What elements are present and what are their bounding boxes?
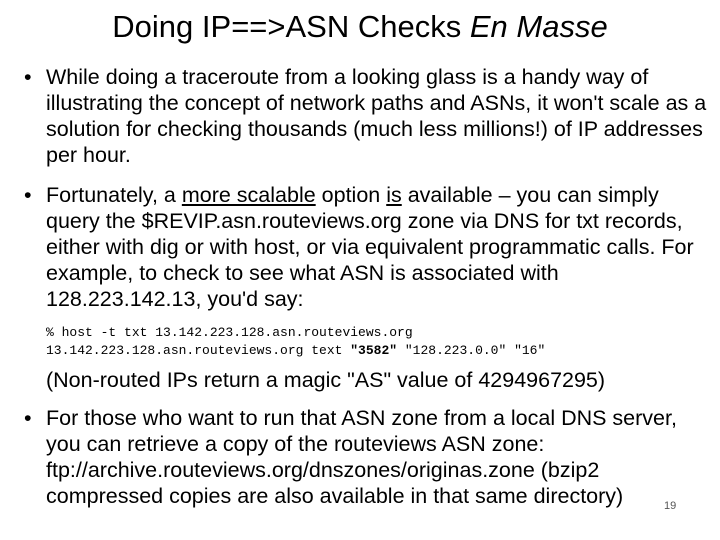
non-routed-note: (Non-routed IPs return a magic "AS" value of 4294967295) [46, 368, 606, 392]
code-asn-value: "3582" [350, 343, 398, 358]
bullet-3 [24, 405, 714, 509]
bullet-1 [24, 64, 714, 168]
bullet-dot: • [24, 183, 32, 207]
code-line-2-suffix: "128.223.0.0" "16" [397, 343, 546, 358]
bullet-2-part3: available – you can simply query the $REVIP.asn.routeviews.org zone via DNS for txt records, either with dig or with host, or via equivalent programmatic calls. For example, to check to see what ASN is associated with 128.223.142.13, you'd say: [46, 183, 694, 311]
code-line-1: % host -t txt 13.142.223.128.asn.routeviews.org [46, 325, 413, 340]
bullet-2 [24, 182, 714, 312]
slide-number: 19 [664, 500, 677, 512]
bullet-2-text [46, 182, 714, 312]
title-emphasis: En Masse [469, 9, 608, 44]
bullet-dot: • [24, 406, 32, 430]
code-line-2 [46, 342, 545, 359]
bullet-2-part1: Fortunately, a [46, 183, 182, 207]
bullet-1-text: While doing a traceroute from a looking glass is a handy way of illustrating the concept of network paths and ASNs, it won't scale as a solution for checking thousands (much less millions!) of IP addresses per hour. [46, 65, 707, 167]
underlined-is: is [386, 183, 402, 207]
code-line-2-prefix: 13.142.223.128.asn.routeviews.org text [46, 343, 351, 358]
title-main: Doing IP==>ASN Checks [112, 9, 470, 44]
slide-title [0, 8, 720, 46]
bullet-3-text: For those who want to run that ASN zone from a local DNS server, you can retrieve a copy of the routeviews ASN zone: ftp://archive.routeviews.org/dnszones/originas.zone (bzip2 compressed copies are also available in that same directory) [46, 406, 677, 508]
bullet-dot: • [24, 65, 32, 89]
bullet-2-part2: option [315, 183, 387, 207]
underlined-more-scalable: more scalable [181, 183, 316, 207]
